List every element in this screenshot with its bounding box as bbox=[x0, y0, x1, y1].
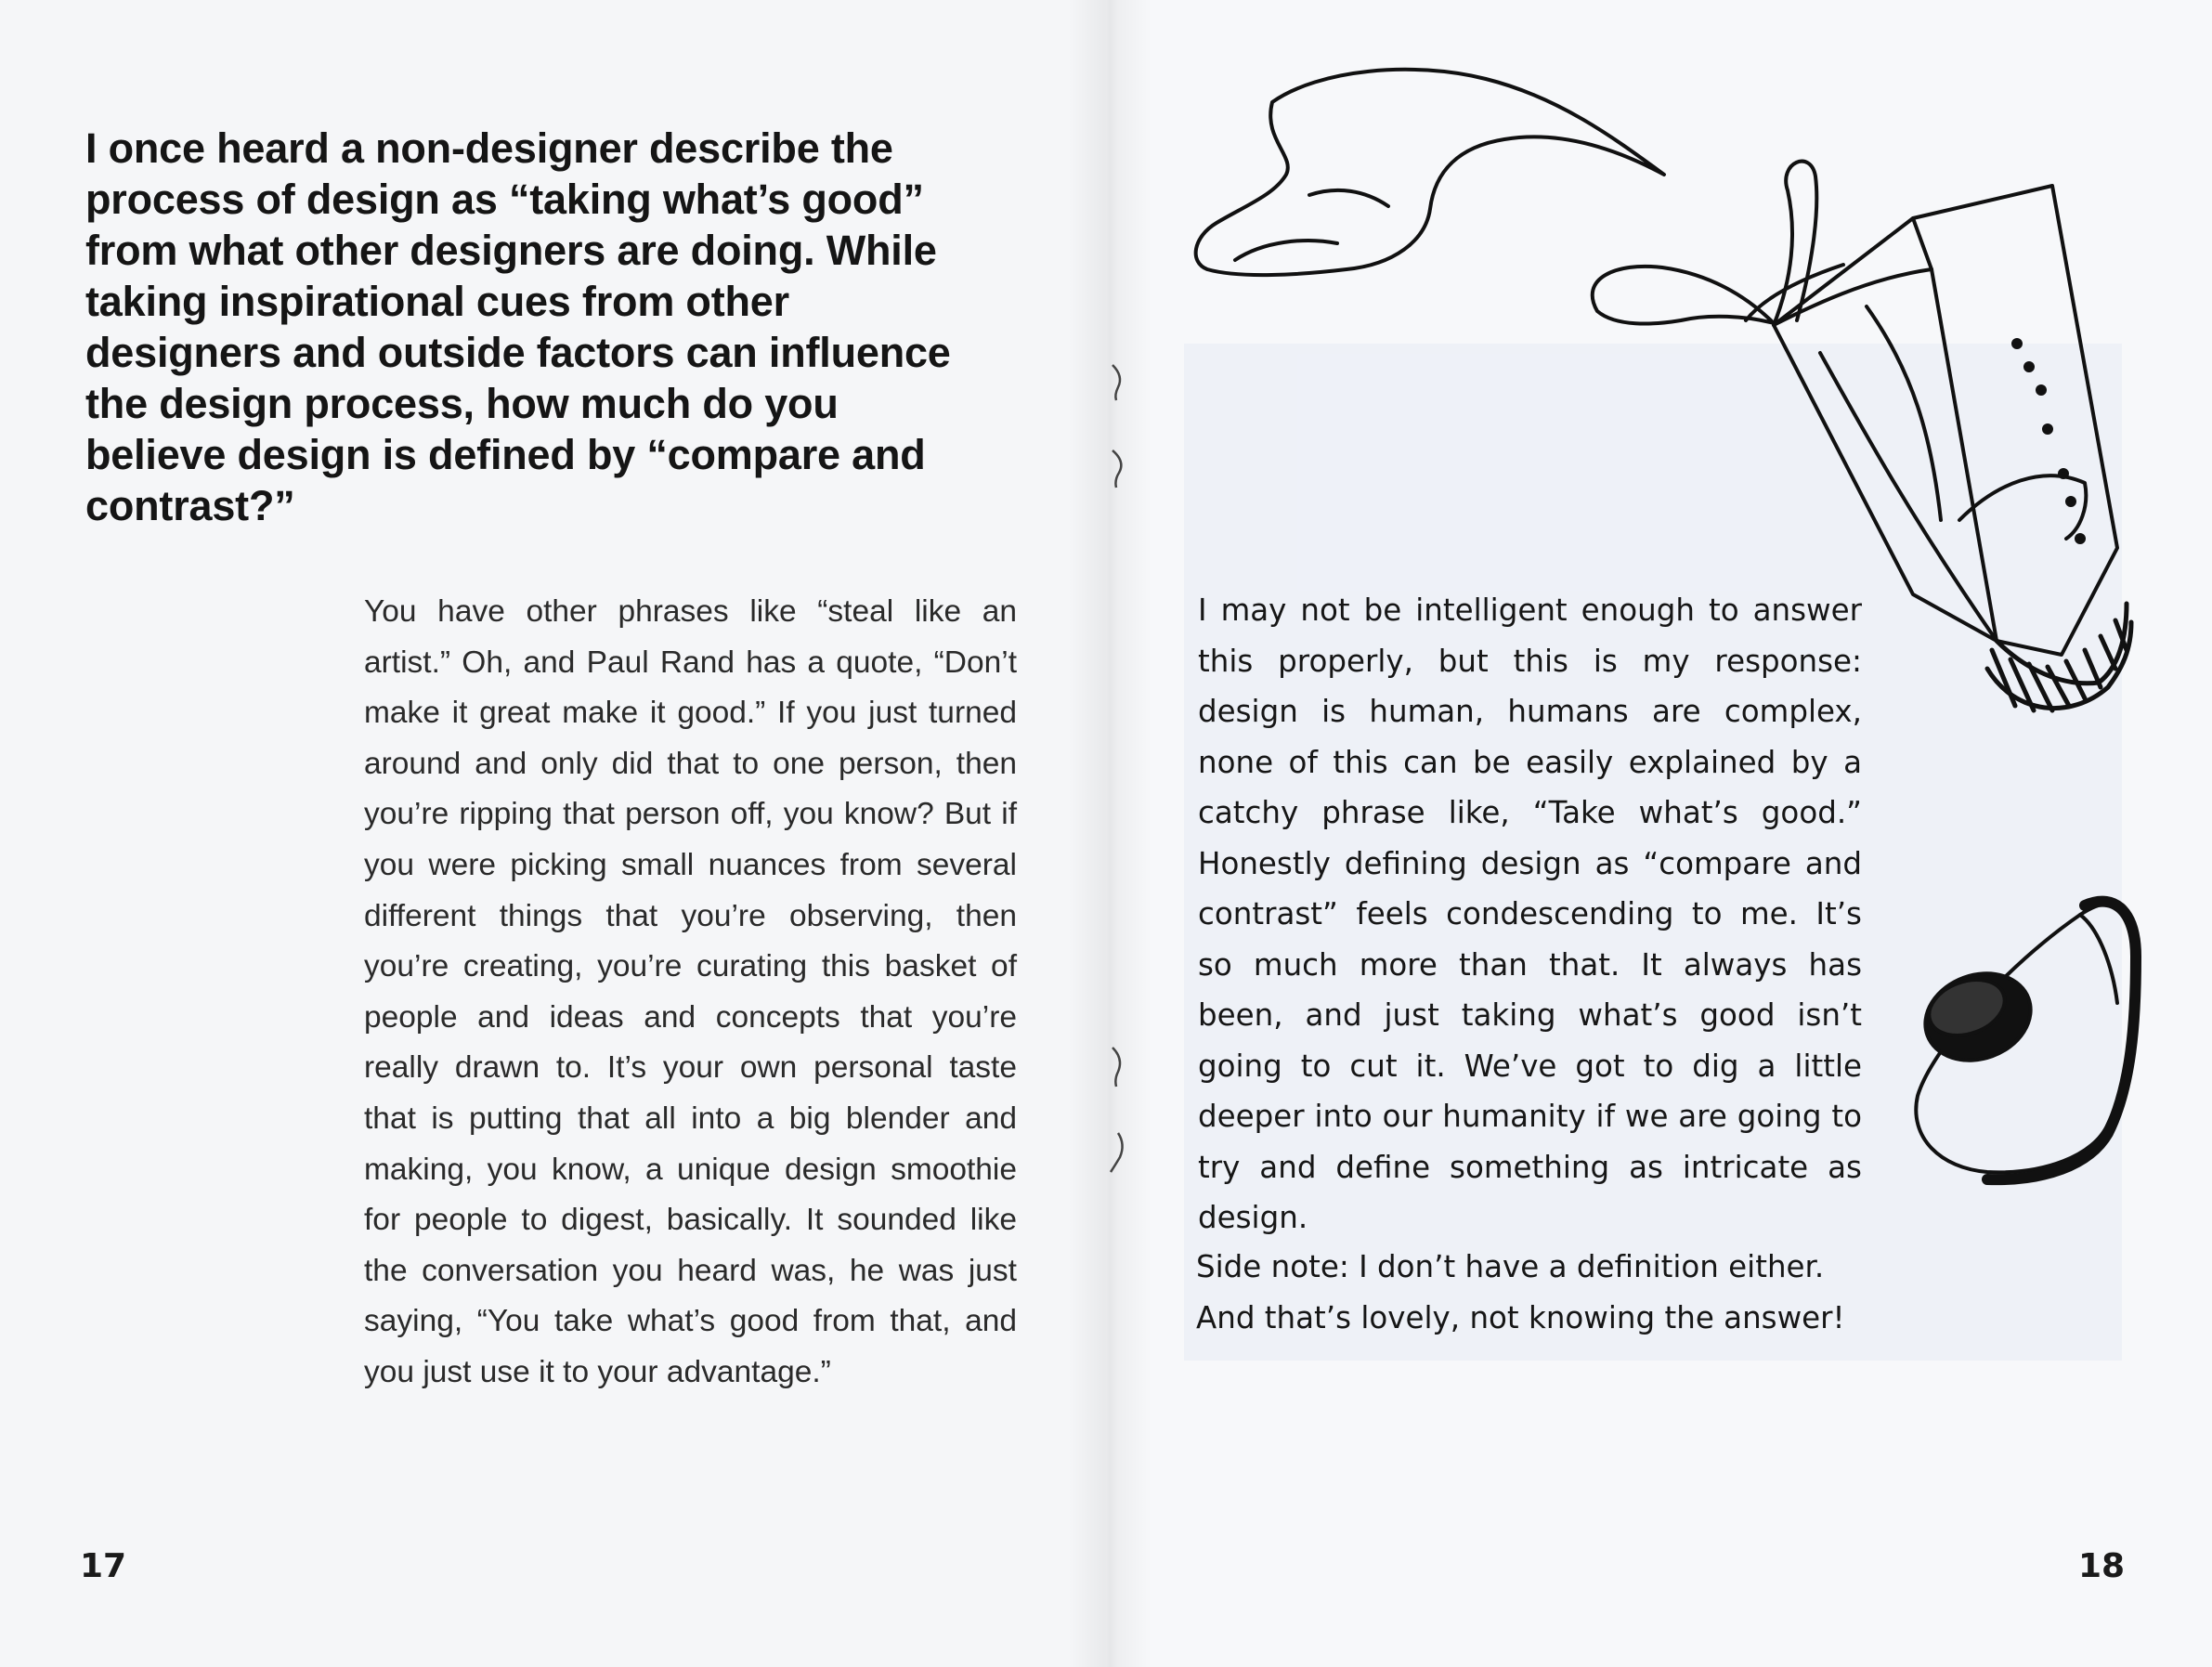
interview-answer-right: I may not be intelligent enough to answer this properly, but this is my response: design is human, humans are complex, none of this can be easily explained by a catchy phrase like, “Take what’s good.” Honestly defining design as “compare and contrast” feels condescending to me. It’s so much more than that. It always has been, and just taking what’s good isn’t going to cut it. We’ve got to dig a little deeper into our humanity if we are going to try and define something as intricate as design. bbox=[1198, 593, 1862, 1235]
staple-top bbox=[1105, 358, 1133, 497]
side-note: Side note: I don’t have a definition either. And that’s lovely, not knowing the answer! bbox=[1196, 1249, 1845, 1335]
page-number-left: 17 bbox=[80, 1547, 127, 1585]
gutter-shadow bbox=[1068, 0, 1152, 1667]
staple-bottom bbox=[1105, 1040, 1133, 1189]
page-number-right: 18 bbox=[2078, 1547, 2126, 1585]
interview-question: I once heard a non-designer describe the process of design as “taking what’s good” from what other designers are doing. While taking inspirational cues from other designers and outside factors can influence the design process, how much do you believe design is defined by “compare and contrast?” bbox=[85, 124, 951, 529]
interview-answer-left: You have other phrases like “steal like an artist.” Oh, and Paul Rand has a quote, “Don’t make it great make it good.” If you just turned around and only did that to one person, then you’re ripping that person off, you know? But if you were picking small nuances from several different things that you’re observing, then you’re creating, you’re curating this basket of people and ideas and concepts that you’re really drawn to. It’s your own personal taste that is putting that all into a big blender and making, you know, a unique design smoothie for people to digest, basically. It sounded like the conversation you heard was, he was just saying, “You take what’s good from that, and you just use it to your advantage.” bbox=[364, 594, 1017, 1389]
